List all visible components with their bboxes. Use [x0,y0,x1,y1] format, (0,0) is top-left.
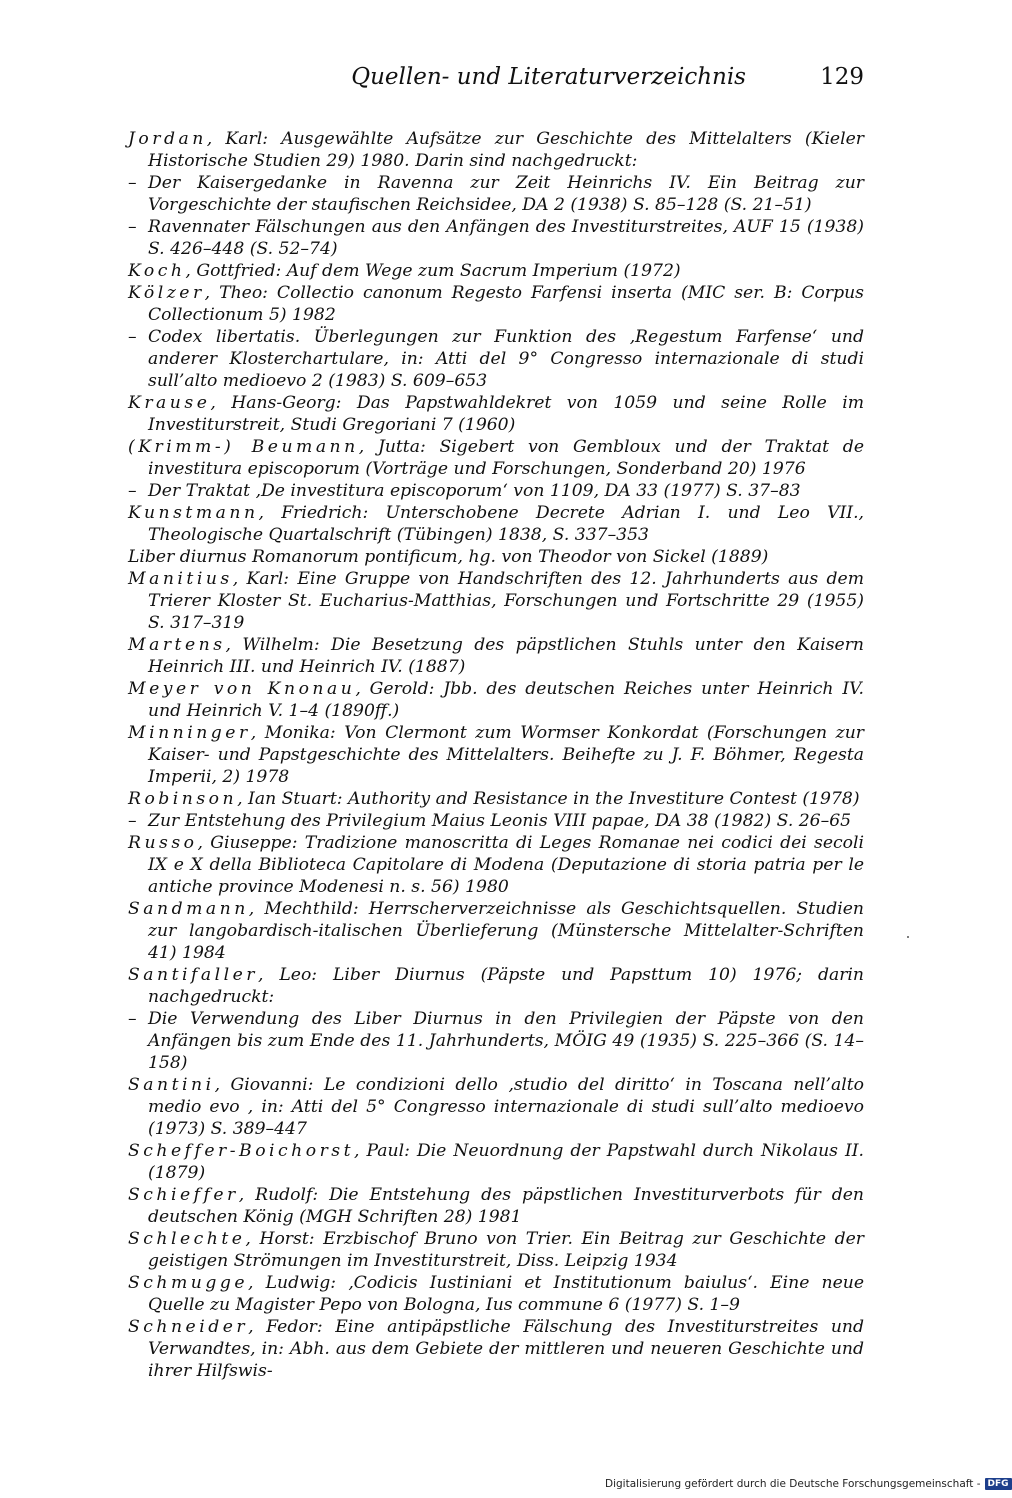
entry-author: Minninger [128,723,251,743]
entry-text: , Leo: Liber Diurnus (Päpste und Papsttum 10) 1976; darin nachgedruckt: [148,965,864,1007]
entry-text: , Giuseppe: Tradizione manoscritta di Leges Romanae nei codici dei secoli IX e X della Biblioteca Capitolare di Modena (Deputazione di storia patria per le antiche province Modenesi n. s. 56) 1980 [148,833,864,897]
entry-author: Santifaller [128,965,258,985]
bibliography-entry [128,898,864,964]
entry-author: Kölzer [128,283,205,303]
bibliography-entry [128,832,864,898]
bibliography-entry [128,392,864,436]
bibliography-entry [128,1272,864,1316]
entry-text: , Ludwig: ‚Codicis Iustiniani et Institutionum baiulus‘. Eine neue Quelle zu Magister Pepo von Bologna, Ius commune 6 (1977) S. 1–9 [148,1273,864,1315]
entry-author: Scheffer-Boichorst [128,1141,355,1161]
digitization-footer [605,1478,1012,1490]
entry-text: , Giovanni: Le condizioni dello ‚studio del diritto‘ in Toscana nell’alto medio evo , in: Atti del 5° Congresso internazionale di studi sull’alto medioevo (1973) S. 389–447 [148,1075,864,1139]
bibliography-entry [128,568,864,634]
bibliography-entry [128,436,864,480]
bibliography-subentry [128,810,864,832]
bibliography-entry [128,260,864,282]
subentry-dash: – [128,327,137,347]
entry-text: , Theo: Collectio canonum Regesto Farfensi inserta (MIC ser. B: Corpus Collectionum 5) 1982 [148,283,864,325]
entry-text: , Mechthild: Herrscherverzeichnisse als Geschichtsquellen. Studien zur langobardisch-italischen Überlieferung (Münstersche Mittelalter-Schriften 41) 1984 [148,899,864,963]
bibliography-entry [128,964,864,1008]
entry-author: Santini [128,1075,215,1095]
entry-author: Robinson [128,789,238,809]
subentry-dash: – [128,217,137,237]
entry-author: Sandmann [128,899,249,919]
subentry-dash: – [128,173,137,193]
entry-text: Zur Entstehung des Privilegium Maius Leonis VIII papae, DA 38 (1982) S. 26–65 [148,811,852,831]
entry-text: , Monika: Von Clermont zum Wormser Konkordat (Forschungen zur Kaiser- und Papstgeschichte des Mittelalters. Beihefte zu J. F. Böhmer, Regesta Imperii, 2) 1978 [148,723,864,787]
entry-author: Manitius [128,569,233,589]
entry-author: Schlechte [128,1229,246,1249]
entry-text: , Karl: Eine Gruppe von Handschriften des 12. Jahrhunderts aus dem Trierer Kloster St. Eucharius-Matthias, Forschungen und Fortschritte 29 (1955) S. 317–319 [148,569,864,633]
entry-text: Codex libertatis. Überlegungen zur Funktion des ‚Regestum Farfense‘ und anderer Klosterchartulare, in: Atti del 9° Congresso internazionale di studi sull’alto medioevo 2 (1983) S. 609–653 [148,327,864,391]
footer-text: Digitalisierung gefördert durch die Deutsche Forschungsgemeinschaft - [605,1478,981,1490]
subentry-dash: – [128,1009,137,1029]
page-header [128,64,864,94]
page-number: 129 [820,64,864,90]
entry-text: Der Kaisergedanke in Ravenna zur Zeit Heinrichs IV. Ein Beitrag zur Vorgeschichte der staufischen Reichsidee, DA 2 (1938) S. 85–128 (S. 21–51) [148,173,864,215]
running-title: Quellen- und Literaturverzeichnis [351,64,746,90]
entry-author: Martens [128,635,226,655]
bibliography-entry [128,502,864,546]
entry-text: , Jutta: Sigebert von Gembloux und der Traktat de investitura episcoporum (Vorträge und Forschungen, Sonderband 20) 1976 [148,437,864,479]
entry-text: , Paul: Die Neuordnung der Papstwahl durch Nikolaus II. (1879) [148,1141,864,1183]
bibliography-entry [128,722,864,788]
bibliography-entry [128,634,864,678]
entry-author: Meyer von Knonau [128,679,356,699]
bibliography-entry [128,1074,864,1140]
bibliography-entry [128,1228,864,1272]
entry-text: , Rudolf: Die Entstehung des päpstlichen Investiturverbots für den deutschen König (MGH Schriften 28) 1981 [148,1185,864,1227]
entry-author: Kunstmann [128,503,259,523]
entry-author: Schneider [128,1317,249,1337]
subentry-dash: – [128,481,137,501]
bibliography-entry [128,282,864,326]
entry-text: , Wilhelm: Die Besetzung des päpstlichen Stuhls unter den Kaisern Heinrich III. und Heinrich IV. (1887) [148,635,864,677]
entry-text: Liber diurnus Romanorum pontificum, hg. von Theodor von Sickel (1889) [128,547,769,567]
entry-author: Russo [128,833,198,853]
bibliography-entry [128,788,864,810]
bibliography-entry [128,1140,864,1184]
entry-author: Schmugge [128,1273,249,1293]
stray-mark [907,936,909,938]
entry-author: Koch [128,261,186,281]
bibliography-entry [128,1184,864,1228]
bibliography-subentry [128,480,864,502]
entry-text: , Friedrich: Unterschobene Decrete Adrian I. und Leo VII., Theologische Quartalschrift (Tübingen) 1838, S. 337–353 [148,503,864,545]
dfg-logo-icon: DFG [985,1478,1012,1490]
entry-author: Jordan [128,129,207,149]
bibliography-entry [128,1316,864,1382]
bibliography-entry [128,128,864,172]
entry-text: Die Verwendung des Liber Diurnus in den Privilegien der Päpste von den Anfängen bis zum Ende des 11. Jahrhunderts, MÖIG 49 (1935) S. 225–366 (S. 14–158) [148,1009,864,1073]
bibliography-list [128,128,864,1382]
bibliography-subentry [128,1008,864,1074]
entry-text: Ravennater Fälschungen aus den Anfängen des Investiturstreites, AUF 15 (1938) S. 426–448 (S. 52–74) [148,217,864,259]
bibliography-entry [128,546,864,568]
bibliography-subentry [128,172,864,216]
entry-text: , Karl: Ausgewählte Aufsätze zur Geschichte des Mittelalters (Kieler Historische Studien 29) 1980. Darin sind nachgedruckt: [148,129,864,171]
bibliography-subentry [128,216,864,260]
entry-author: Schieffer [128,1185,239,1205]
entry-text: , Gerold: Jbb. des deutschen Reiches unter Heinrich IV. und Heinrich V. 1–4 (1890ff.) [148,679,864,721]
subentry-dash: – [128,811,137,831]
bibliography-subentry [128,326,864,392]
bibliography-entry [128,678,864,722]
entry-text: , Fedor: Eine antipäpstliche Fälschung des Investiturstreites und Verwandtes, in: Abh. aus dem Gebiete der mittleren und neueren Geschichte und ihrer Hilfswis- [148,1317,864,1381]
entry-text: , Hans-Georg: Das Papstwahldekret von 1059 und seine Rolle im Investiturstreit, Studi Gregoriani 7 (1960) [148,393,864,435]
entry-text: Der Traktat ‚De investitura episcoporum‘ von 1109, DA 33 (1977) S. 37–83 [148,481,801,501]
entry-author: Krause [128,393,211,413]
entry-text: , Horst: Erzbischof Bruno von Trier. Ein Beitrag zur Geschichte der geistigen Strömungen im Investiturstreit, Diss. Leipzig 1934 [148,1229,864,1271]
entry-text: , Gottfried: Auf dem Wege zum Sacrum Imperium (1972) [185,261,681,281]
entry-author: (Krimm-) Beumann [128,437,359,457]
entry-text: , Ian Stuart: Authority and Resistance in the Investiture Contest (1978) [237,789,860,809]
